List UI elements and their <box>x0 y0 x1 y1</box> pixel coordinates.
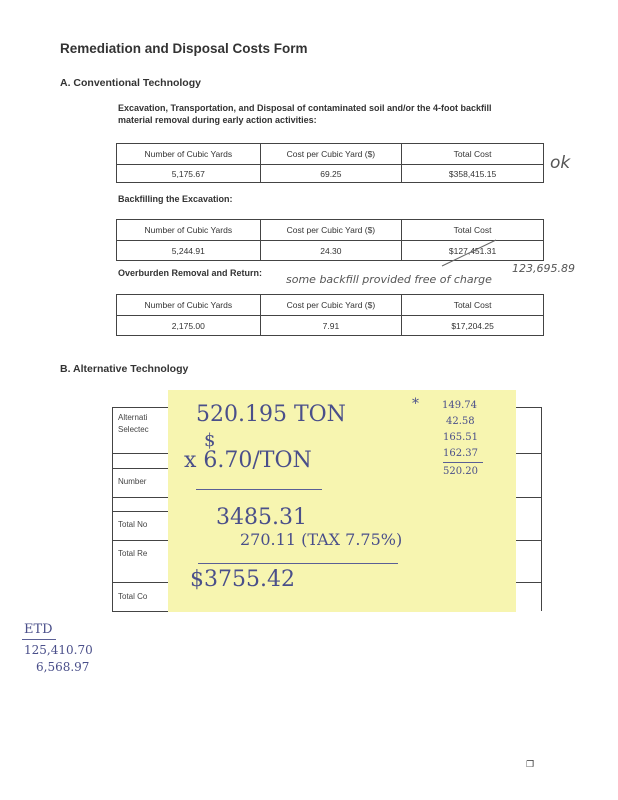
sticky-col-2: 42.58 <box>446 416 475 427</box>
sticky-total: $3755.42 <box>190 567 295 592</box>
backfill-label: Backfilling the Excavation: <box>118 194 233 204</box>
alt-table-border <box>112 407 113 611</box>
sticky-col-total: 520.20 <box>443 466 478 477</box>
sticky-star: * <box>412 396 419 412</box>
sticky-tonnage: 520.195 TON <box>196 402 346 427</box>
alt-label: Total Co <box>118 592 148 601</box>
handwritten-backfill-note: some backfill provided free of charge <box>286 273 492 286</box>
sticky-underline <box>198 563 398 564</box>
alt-table-line <box>516 540 542 541</box>
section-a-heading: A. Conventional Technology <box>60 77 201 89</box>
alt-label: Total Re <box>118 549 148 558</box>
section-b-heading: B. Alternative Technology <box>60 363 189 375</box>
alt-table-line <box>112 540 168 541</box>
alt-table-line <box>112 468 168 469</box>
sticky-col-1: 149.74 <box>442 400 477 411</box>
cell-cost-per-yard: 24.30 <box>260 241 402 261</box>
col-header-yards: Number of Cubic Yards <box>117 295 261 316</box>
sticky-subtotal: 3485.31 <box>216 505 307 530</box>
sticky-rate: x 6.70/TON <box>184 448 312 473</box>
alt-table-line <box>112 497 168 498</box>
handwritten-etd-value-2: 6,568.97 <box>36 660 90 674</box>
sticky-underline <box>196 489 322 490</box>
col-header-total: Total Cost <box>402 220 544 241</box>
sticky-col-3: 165.51 <box>443 432 478 443</box>
handwritten-ok: ok <box>550 153 571 173</box>
section-a-intro: Excavation, Transportation, and Disposal of contaminated soil and/or the 4-foot backfill material removal during early action activities: <box>118 103 492 125</box>
cell-total: $17,204.25 <box>402 316 544 336</box>
cell-yards: 2,175.00 <box>117 316 261 336</box>
handwritten-strike-mark <box>440 238 500 268</box>
cell-total: $358,415.15 <box>402 165 544 183</box>
alt-table-line <box>112 582 168 583</box>
overburden-table <box>116 294 544 336</box>
col-header-cost-per-yard: Cost per Cubic Yard ($) <box>260 144 402 165</box>
col-header-cost-per-yard: Cost per Cubic Yard ($) <box>260 295 402 316</box>
col-header-yards: Number of Cubic Yards <box>117 144 261 165</box>
alt-table-line <box>516 453 542 454</box>
alt-label: Alternati <box>118 413 148 422</box>
sticky-col-4: 162.37 <box>443 448 478 459</box>
alt-label: Number <box>118 477 147 486</box>
overburden-label: Overburden Removal and Return: <box>118 268 263 278</box>
cell-cost-per-yard: 7.91 <box>260 316 402 336</box>
handwritten-etd-value-1: 125,410.70 <box>24 643 93 657</box>
alt-table-line <box>516 407 542 408</box>
sticky-dollar: $ <box>204 430 216 451</box>
excavation-table <box>116 143 544 183</box>
handwritten-backfill-total: 123,695.89 <box>512 262 575 275</box>
alt-table-line <box>516 497 542 498</box>
col-header-cost-per-yard: Cost per Cubic Yard ($) <box>260 220 402 241</box>
alt-label: Selectec <box>118 425 149 434</box>
cell-yards: 5,175.67 <box>117 165 261 183</box>
cell-total: $127,451.31 <box>402 241 544 261</box>
col-header-total: Total Cost <box>402 144 544 165</box>
sticky-tax: 270.11 (TAX 7.75%) <box>240 530 403 549</box>
col-header-yards: Number of Cubic Yards <box>117 220 261 241</box>
alt-label: Total No <box>118 520 148 529</box>
page-mark-icon: ❐ <box>526 759 535 769</box>
alt-table-line <box>112 611 168 612</box>
alt-table-line <box>112 511 168 512</box>
alt-table-line <box>112 453 168 454</box>
col-header-total: Total Cost <box>402 295 544 316</box>
cell-cost-per-yard: 69.25 <box>260 165 402 183</box>
handwritten-etd-underline <box>22 639 56 640</box>
handwritten-etd: ETD <box>24 622 53 637</box>
form-title: Remediation and Disposal Costs Form <box>60 41 308 56</box>
alt-table-line <box>112 407 168 408</box>
alt-table-line <box>516 582 542 583</box>
sticky-col-underline <box>443 462 483 463</box>
cell-yards: 5,244.91 <box>117 241 261 261</box>
alt-table-border <box>541 407 542 611</box>
